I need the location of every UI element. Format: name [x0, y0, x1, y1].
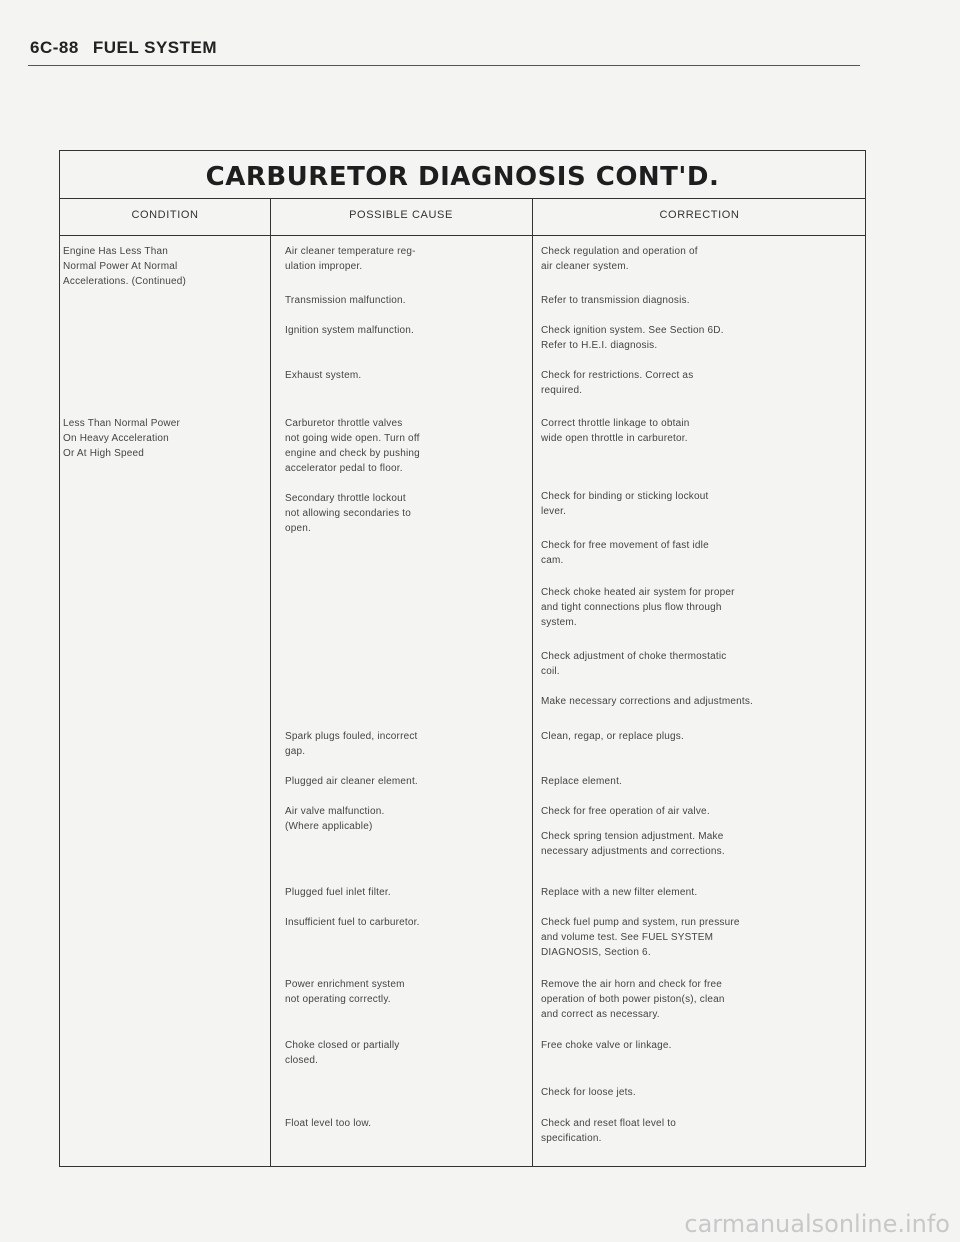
correction-text-line: Check for free operation of air valve.	[541, 806, 710, 817]
cause-text-line: (Where applicable)	[285, 821, 373, 832]
correction-text-line: Check spring tension adjustment. Make	[541, 831, 724, 842]
correction-text-line: Remove the air horn and check for free	[541, 979, 723, 990]
correction-text-line: Correct throttle linkage to obtain	[541, 418, 690, 429]
correction-text-line: and tight connections plus flow through	[541, 602, 722, 613]
correction-text-line: lever.	[541, 506, 567, 517]
column-divider	[532, 199, 533, 1166]
cause-text-line: gap.	[285, 746, 306, 757]
cause-text-line: ulation improper.	[285, 261, 363, 272]
column-header-cause: POSSIBLE CAUSE	[349, 209, 453, 221]
column-divider	[270, 199, 271, 1166]
cause-text-line: Plugged air cleaner element.	[285, 776, 418, 787]
condition-text-line: Less Than Normal Power	[63, 418, 181, 429]
cause-text-line: open.	[285, 523, 312, 534]
correction-text-line: Clean, regap, or replace plugs.	[541, 731, 684, 742]
correction-text-line: Replace element.	[541, 776, 623, 787]
cause-text-line: Float level too low.	[285, 1118, 372, 1129]
cause-text-line: Power enrichment system	[285, 979, 405, 990]
section-number: 6C-88	[30, 38, 79, 57]
correction-text-line: necessary adjustments and corrections.	[541, 846, 725, 857]
cause-text-line: Spark plugs fouled, incorrect	[285, 731, 418, 742]
condition-text-line: Engine Has Less Than	[63, 246, 168, 257]
cause-text-line: Choke closed or partially	[285, 1040, 400, 1051]
header-rule	[28, 65, 860, 66]
cause-text-line: not operating correctly.	[285, 994, 391, 1005]
cause-text-line: Transmission malfunction.	[285, 295, 406, 306]
correction-text-line: Check for loose jets.	[541, 1087, 636, 1098]
cause-text-line: Air valve malfunction.	[285, 806, 385, 817]
correction-text-line: coil.	[541, 666, 560, 677]
correction-text-line: Check for binding or sticking lockout	[541, 491, 709, 502]
correction-text-line: Check ignition system. See Section 6D.	[541, 325, 724, 336]
cause-text-line: Insufficient fuel to carburetor.	[285, 917, 420, 928]
section-title: FUEL SYSTEM	[92, 38, 218, 57]
cause-text-line: Carburetor throttle valves	[285, 418, 403, 429]
cause-text-line: closed.	[285, 1055, 319, 1066]
correction-text-line: Check for restrictions. Correct as	[541, 370, 694, 381]
correction-text-line: required.	[541, 385, 583, 396]
cause-text-line: not allowing secondaries to	[285, 508, 412, 519]
column-header-correction: CORRECTION	[659, 209, 740, 221]
correction-text-line: and volume test. See FUEL SYSTEM	[541, 932, 714, 943]
diagnosis-table	[59, 150, 866, 1167]
correction-text-line: operation of both power piston(s), clean	[541, 994, 725, 1005]
page-header	[30, 38, 217, 58]
cause-text-line: Exhaust system.	[285, 370, 362, 381]
cause-text-line: Air cleaner temperature reg-	[285, 246, 416, 257]
cause-text-line: accelerator pedal to floor.	[285, 463, 403, 474]
correction-text-line: air cleaner system.	[541, 261, 629, 272]
correction-text-line: wide open throttle in carburetor.	[541, 433, 688, 444]
correction-text-line: Check for free movement of fast idle	[541, 540, 709, 551]
condition-text-line: On Heavy Acceleration	[63, 433, 169, 444]
correction-text-line: DIAGNOSIS, Section 6.	[541, 947, 651, 958]
correction-text-line: Free choke valve or linkage.	[541, 1040, 672, 1051]
correction-text-line: Check fuel pump and system, run pressure	[541, 917, 740, 928]
correction-text-line: Replace with a new filter element.	[541, 887, 698, 898]
correction-text-line: specification.	[541, 1133, 602, 1144]
cause-text-line: not going wide open. Turn off	[285, 433, 420, 444]
column-header-condition: CONDITION	[131, 209, 199, 221]
watermark: carmanualsonline.info	[684, 1210, 950, 1238]
cause-text-line: Secondary throttle lockout	[285, 493, 406, 504]
cause-text-line: Plugged fuel inlet filter.	[285, 887, 391, 898]
condition-text-line: Or At High Speed	[63, 448, 145, 459]
table-title: CARBURETOR DIAGNOSIS CONT'D.	[60, 151, 865, 199]
correction-text-line: Make necessary corrections and adjustments.	[541, 696, 754, 707]
condition-text-line: Normal Power At Normal	[63, 261, 178, 272]
header-row-rule	[60, 235, 865, 236]
correction-text-line: Check adjustment of choke thermostatic	[541, 651, 727, 662]
correction-text-line: system.	[541, 617, 577, 628]
condition-text-line: Accelerations. (Continued)	[63, 276, 187, 287]
correction-text-line: Refer to transmission diagnosis.	[541, 295, 690, 306]
correction-text-line: Check regulation and operation of	[541, 246, 698, 257]
correction-text-line: and correct as necessary.	[541, 1009, 660, 1020]
correction-text-line: Check and reset float level to	[541, 1118, 676, 1129]
cause-text-line: Ignition system malfunction.	[285, 325, 414, 336]
cause-text-line: engine and check by pushing	[285, 448, 420, 459]
correction-text-line: Refer to H.E.I. diagnosis.	[541, 340, 658, 351]
correction-text-line: Check choke heated air system for proper	[541, 587, 735, 598]
correction-text-line: cam.	[541, 555, 564, 566]
